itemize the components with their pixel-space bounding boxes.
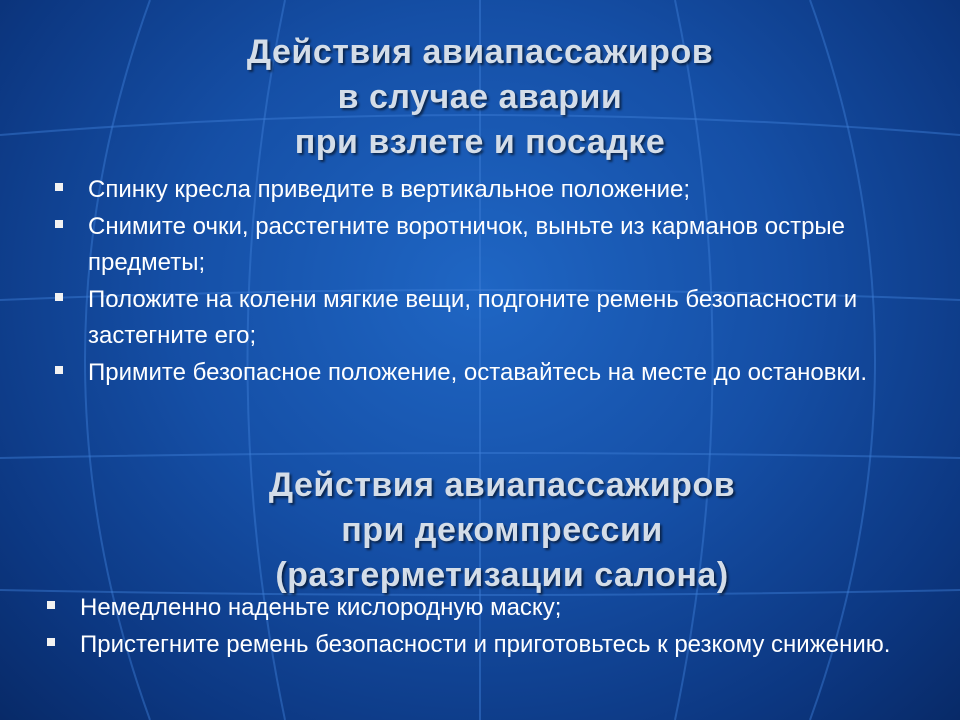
bullet-text: Пристегните ремень безопасности и приготовьтесь к резкому снижению. [80, 631, 891, 658]
bullet-item [50, 355, 920, 391]
square-bullet-icon [55, 293, 63, 301]
square-bullet-icon [55, 366, 63, 374]
section2-title-line: при декомпрессии [341, 511, 663, 549]
bullet-item [50, 282, 920, 354]
square-bullet-icon [55, 220, 63, 228]
square-bullet-icon [47, 601, 55, 609]
section1-bullet-list [50, 172, 920, 392]
bullet-text: Немедленно наденьте кислородную маску; [80, 594, 562, 621]
section1-title-line: при взлете и посадке [294, 123, 666, 161]
bullet-item [50, 172, 920, 208]
section2-title-line: (разгерметизации салона) [275, 556, 729, 594]
square-bullet-icon [55, 183, 63, 191]
bullet-text: Снимите очки, расстегните воротничок, выньте из карманов острые предметы; [88, 213, 846, 276]
section1-title-line: Действия авиапассажиров [246, 33, 714, 71]
square-bullet-icon [47, 638, 55, 646]
bullet-item [42, 590, 932, 626]
section1-title [0, 30, 960, 165]
bullet-item [50, 209, 920, 281]
bullet-text: Спинку кресла приведите в вертикальное положение; [88, 176, 691, 203]
bullet-text: Положите на колени мягкие вещи, подгоните ремень безопасности и застегните его; [88, 286, 858, 349]
bullet-item [42, 627, 932, 663]
section1-title-line: в случае аварии [337, 78, 623, 116]
section2-bullet-list [42, 590, 932, 664]
bullet-text: Примите безопасное положение, оставайтесь на месте до остановки. [88, 359, 868, 386]
section2-title-line: Действия авиапассажиров [268, 466, 736, 504]
section2-title [22, 463, 960, 598]
